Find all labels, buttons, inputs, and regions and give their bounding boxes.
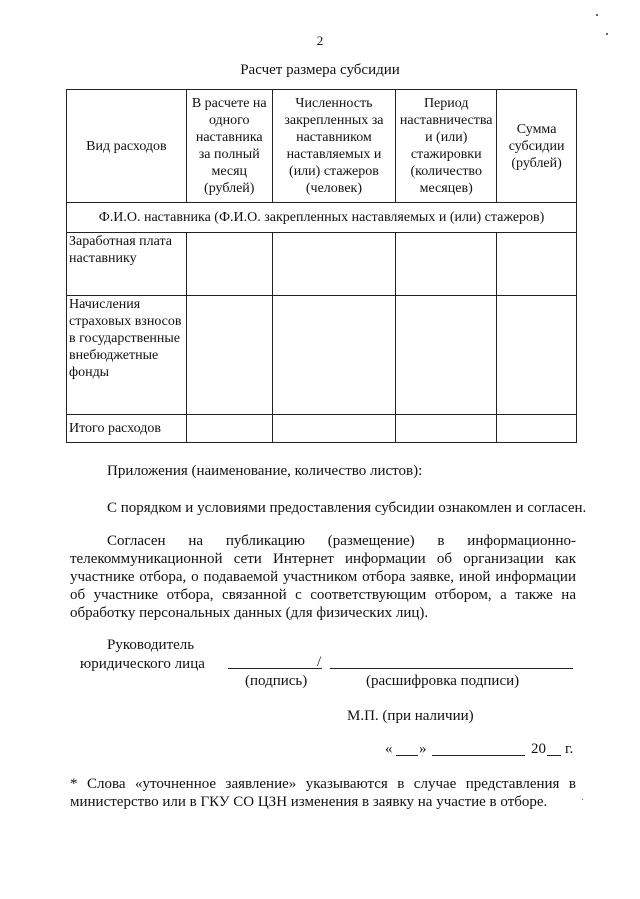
date-quote-close: » xyxy=(419,741,427,757)
header-per-mentor: В расчете на одного наставника за полный месяц (рублей) xyxy=(186,90,272,203)
table-cell xyxy=(396,233,497,296)
footnote: * Слова «уточненное заявление» указываются в случае представления в министерство или в ГКУ СО ЦЗН изменения в заявку на участие в отборе. xyxy=(70,776,576,810)
table-cell xyxy=(272,296,396,415)
table-cell xyxy=(186,296,272,415)
header-period: Период наставничества и (или) стажировки (количество месяцев) xyxy=(396,90,497,203)
fio-row xyxy=(67,203,577,233)
signature-caption: (подпись) xyxy=(245,673,308,689)
date-month-line xyxy=(432,755,525,756)
row-label-total: Итого расходов xyxy=(67,415,187,443)
stamp-note: М.П. (при наличии) xyxy=(347,708,474,724)
consent-paragraph: Согласен на публикацию (размещение) в информационно-телекоммуникационной сети Интернет информации об организации как участнике отбора, о подаваемой участником отбора заявке, иной информации об участнике отбора, связанной с соответствующим отбором, а также на обработку персональных данных (для физических лиц). xyxy=(70,533,576,621)
table-cell xyxy=(396,296,497,415)
table-cell xyxy=(272,233,396,296)
row-label-insurance: Начисления страховых взносов в государственные внебюджетные фонды xyxy=(67,296,187,415)
head-title-line1: Руководитель xyxy=(107,637,195,653)
date-year-suffix: г. xyxy=(565,741,574,757)
header-expense-type: Вид расходов xyxy=(67,90,187,203)
header-mentee-count: Численность закрепленных за наставником наставляемых и (или) стажеров (человек) xyxy=(272,90,396,203)
table-cell xyxy=(497,415,577,443)
table-cell xyxy=(272,415,396,443)
table-cell xyxy=(186,233,272,296)
signature-line xyxy=(228,668,322,669)
table-row xyxy=(67,296,577,415)
date-quote-open: « xyxy=(385,741,393,757)
row-label-salary: Заработная плата наставнику xyxy=(67,233,187,296)
page-number: 2 xyxy=(316,33,324,48)
table-cell xyxy=(497,296,577,415)
decode-caption: (расшифровка подписи) xyxy=(366,673,520,689)
date-year-prefix: 20 xyxy=(531,741,546,757)
table-row xyxy=(67,415,577,443)
scan-speck xyxy=(582,799,583,800)
slash-separator: / xyxy=(317,654,322,670)
section-title: Расчет размера субсидии xyxy=(240,62,400,78)
scan-speck xyxy=(596,14,598,16)
subsidy-table xyxy=(66,89,577,443)
table-header-row xyxy=(67,90,577,203)
scan-speck xyxy=(606,33,608,35)
table-row xyxy=(67,233,577,296)
table-cell xyxy=(497,233,577,296)
date-day-line xyxy=(396,755,418,756)
date-year-line xyxy=(547,755,561,756)
agreement-line: С порядком и условиями предоставления субсидии ознакомлен и согласен. xyxy=(107,500,587,516)
header-subsidy-sum: Сумма субсидии (рублей) xyxy=(497,90,577,203)
fio-cell: Ф.И.О. наставника (Ф.И.О. закрепленных наставляемых и (или) стажеров) xyxy=(67,203,577,233)
head-title-line2: юридического лица xyxy=(80,656,205,672)
table-cell xyxy=(186,415,272,443)
attachments-line: Приложения (наименование, количество листов): xyxy=(107,463,423,479)
signature-decode-line xyxy=(330,668,573,669)
table-cell xyxy=(396,415,497,443)
